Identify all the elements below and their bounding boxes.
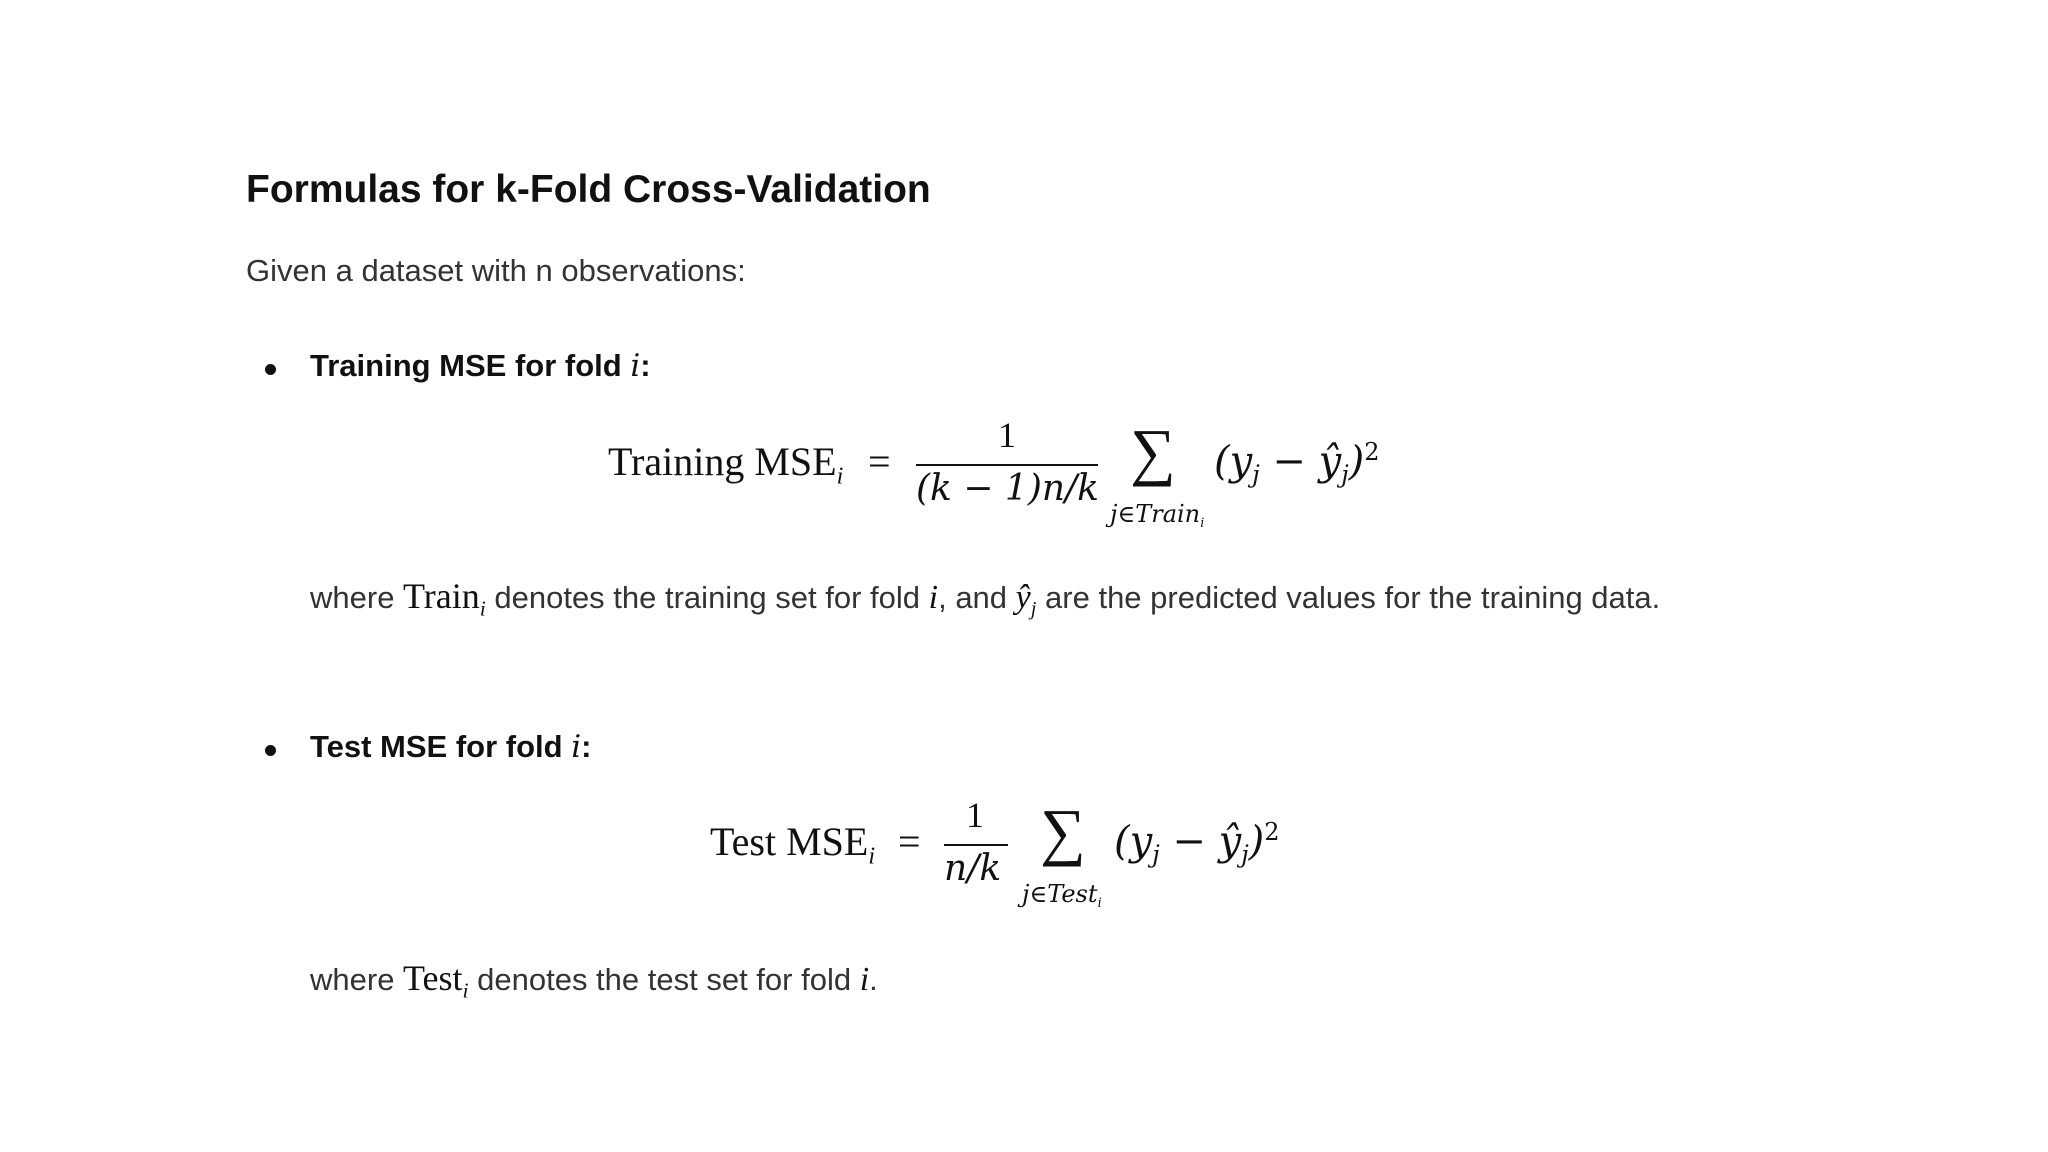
fold-variable: i bbox=[928, 579, 939, 616]
summation-symbol: ∑ bbox=[1130, 416, 1176, 487]
label-colon: : bbox=[640, 348, 651, 383]
term-power: 2 bbox=[1264, 818, 1280, 846]
summation-index-sub: i bbox=[1097, 895, 1102, 912]
fold-variable: i bbox=[630, 348, 641, 384]
summation-index-text: j∈Train bbox=[1110, 500, 1201, 528]
formula-denominator: (k − 1)n/k bbox=[916, 468, 1099, 509]
term-minus: − ŷ bbox=[1159, 818, 1242, 865]
formula-equals: = bbox=[868, 439, 891, 484]
term-sub-1: j bbox=[1152, 840, 1160, 869]
term-close: ) bbox=[1348, 438, 1365, 485]
test-mse-description bbox=[310, 950, 1730, 1008]
summation-symbol: ∑ bbox=[1040, 796, 1086, 867]
fold-variable: i bbox=[571, 729, 582, 765]
formula-lhs-text: Test MSE bbox=[710, 819, 869, 864]
formula-lhs-text: Training MSE bbox=[608, 439, 837, 484]
test-set-name: Test bbox=[403, 958, 463, 998]
test-mse-label-text: Test MSE for fold bbox=[310, 729, 563, 764]
formula-lhs bbox=[710, 818, 875, 870]
intro-text: Given a dataset with n observations: bbox=[246, 253, 746, 288]
desc-text: where bbox=[310, 962, 404, 997]
term-sub-1: j bbox=[1252, 460, 1260, 489]
fraction-bar bbox=[944, 844, 1008, 846]
train-set-sub: i bbox=[479, 596, 486, 621]
label-colon: : bbox=[581, 729, 592, 764]
formula-denominator: n/k bbox=[944, 848, 1002, 889]
test-set-sub: i bbox=[462, 978, 469, 1003]
formula-numerator: 1 bbox=[966, 795, 984, 835]
formula-lhs-sub: i bbox=[836, 463, 844, 490]
desc-text: are the predicted values for the training data. bbox=[1036, 580, 1661, 615]
fold-variable: i bbox=[859, 961, 870, 998]
section-heading: Formulas for k-Fold Cross-Validation bbox=[246, 168, 931, 211]
yhat-symbol: ŷ bbox=[1015, 579, 1031, 616]
summation-index bbox=[1022, 880, 1102, 912]
desc-text: . bbox=[869, 962, 878, 997]
desc-text: denotes the training set for fold bbox=[485, 580, 929, 615]
term-sub-2: j bbox=[1241, 840, 1249, 869]
term-close: ) bbox=[1248, 818, 1265, 865]
desc-text: , and bbox=[938, 580, 1016, 615]
formula-equals: = bbox=[898, 819, 921, 864]
desc-text: denotes the test set for fold bbox=[468, 962, 860, 997]
yhat-sub: j bbox=[1030, 598, 1037, 621]
term-power: 2 bbox=[1364, 438, 1380, 466]
desc-text: where bbox=[310, 580, 404, 615]
formula-term bbox=[1114, 818, 1280, 869]
summation-index-text: j∈Test bbox=[1022, 880, 1098, 908]
term-minus: − ŷ bbox=[1259, 438, 1342, 485]
formula-lhs-sub: i bbox=[868, 843, 875, 870]
training-mse-label-text: Training MSE for fold bbox=[310, 348, 622, 383]
term-open: (y bbox=[1114, 818, 1153, 865]
term-sub-2: j bbox=[1341, 460, 1349, 489]
term-open: (y bbox=[1214, 438, 1253, 485]
summation-index-sub: i bbox=[1200, 515, 1205, 532]
train-set-name: Train bbox=[403, 576, 480, 616]
test-set-symbol bbox=[403, 958, 469, 1003]
formula-numerator: 1 bbox=[998, 415, 1016, 455]
